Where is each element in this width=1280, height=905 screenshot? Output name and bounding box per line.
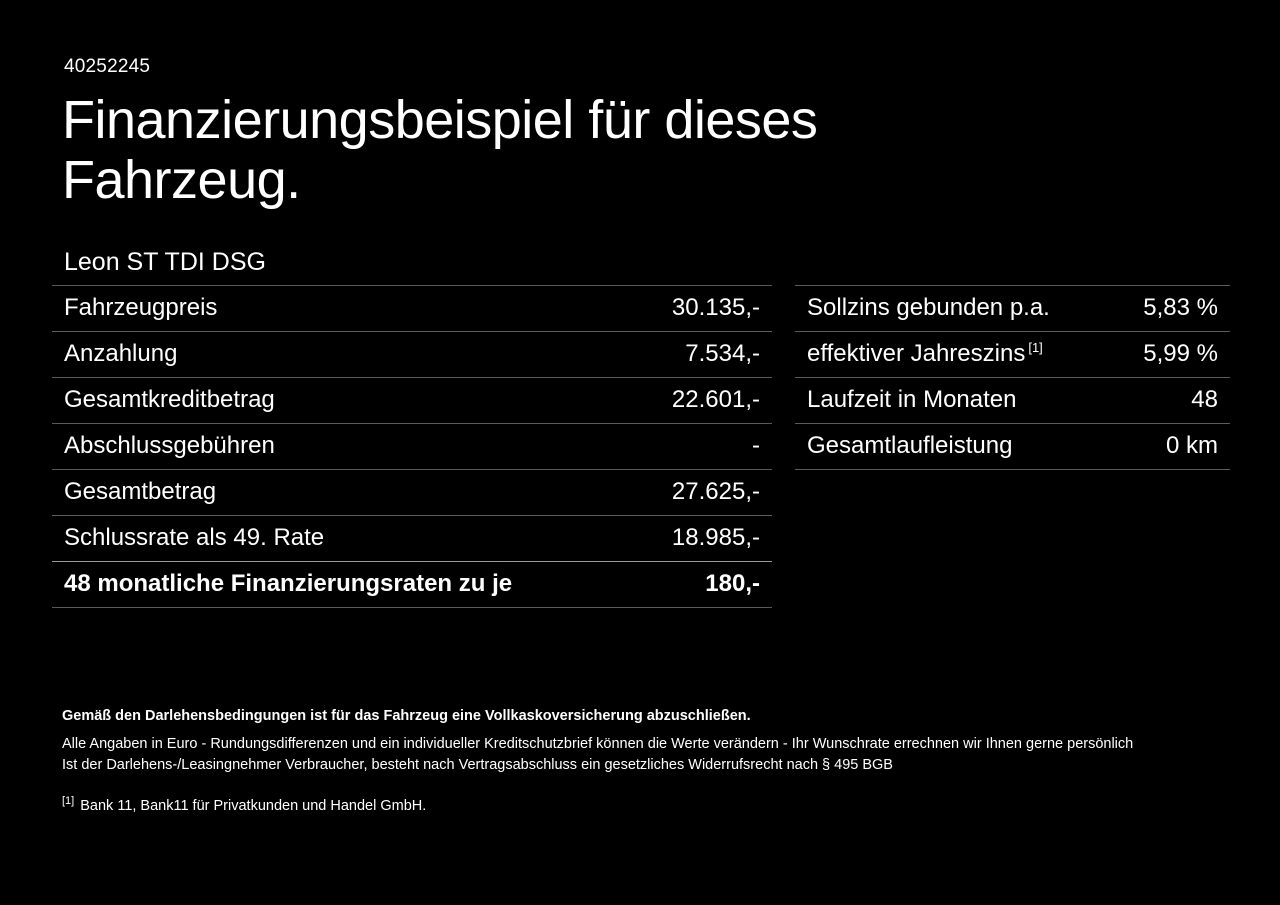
vehicle-model-label: Leon ST TDI DSG bbox=[64, 248, 266, 276]
row-label: Sollzins gebunden p.a. bbox=[807, 294, 1050, 321]
footnote-text: Bank 11, Bank11 für Privatkunden und Handel GmbH. bbox=[80, 797, 427, 814]
row-value: 5,99 % bbox=[1143, 340, 1218, 367]
note-footnote bbox=[62, 795, 1222, 814]
note-insurance: Gemäß den Darlehensbedingungen ist für das Fahrzeug eine Vollkaskoversicherung abzuschließen. bbox=[62, 708, 751, 724]
table-row bbox=[52, 469, 772, 515]
row-label: Fahrzeugpreis bbox=[64, 294, 218, 321]
table-row bbox=[795, 331, 1230, 377]
row-value: 5,83 % bbox=[1143, 294, 1218, 321]
table-row-monthly-rate bbox=[52, 561, 772, 608]
row-label bbox=[807, 340, 1043, 368]
row-label: Anzahlung bbox=[64, 340, 178, 367]
table-row bbox=[52, 377, 772, 423]
row-value: 0 km bbox=[1165, 432, 1218, 459]
row-value: 27.625,- bbox=[671, 478, 760, 505]
financing-table-left bbox=[52, 285, 772, 608]
footnote-marker: [1] bbox=[62, 795, 75, 807]
page-title: Finanzierungsbeispiel für dieses Fahrzeug. bbox=[62, 90, 818, 211]
row-value: 180,- bbox=[705, 570, 760, 597]
row-value: 30.135,- bbox=[671, 294, 760, 321]
row-label-text: effektiver Jahreszins bbox=[807, 340, 1026, 367]
row-value: 48 bbox=[1191, 386, 1218, 413]
reference-id: 40252245 bbox=[64, 56, 151, 77]
footnote-marker: [1] bbox=[1028, 340, 1043, 355]
table-row bbox=[52, 331, 772, 377]
table-row bbox=[795, 423, 1230, 470]
table-row bbox=[795, 285, 1230, 331]
row-label: Abschlussgebühren bbox=[64, 432, 275, 459]
legal-notes bbox=[62, 708, 1222, 814]
row-value: 22.601,- bbox=[671, 386, 760, 413]
table-row bbox=[795, 377, 1230, 423]
note-currency: Alle Angaben in Euro - Rundungsdifferenzen und ein individueller Kreditschutzbrief können die Werte verändern - Ihr Wunschrate errechnen wir Ihnen gerne persönlich bbox=[62, 736, 1134, 752]
financing-table-right bbox=[795, 285, 1230, 470]
note-withdrawal-right: Ist der Darlehens-/Leasingnehmer Verbraucher, besteht nach Vertragsabschluss ein gesetzliches Widerrufsrecht nach § 495 BGB bbox=[62, 757, 893, 773]
row-label: Gesamtlaufleistung bbox=[807, 432, 1013, 459]
row-label: Schlussrate als 49. Rate bbox=[64, 524, 325, 551]
table-row bbox=[52, 423, 772, 469]
row-value: 7.534,- bbox=[685, 340, 760, 367]
table-row bbox=[52, 515, 772, 561]
table-row bbox=[52, 285, 772, 331]
row-label: Gesamtkreditbetrag bbox=[64, 386, 275, 413]
row-value: 18.985,- bbox=[671, 524, 760, 551]
row-value: - bbox=[752, 432, 760, 459]
row-label: 48 monatliche Finanzierungsraten zu je bbox=[64, 570, 513, 597]
row-label: Gesamtbetrag bbox=[64, 478, 217, 505]
row-label: Laufzeit in Monaten bbox=[807, 386, 1017, 413]
